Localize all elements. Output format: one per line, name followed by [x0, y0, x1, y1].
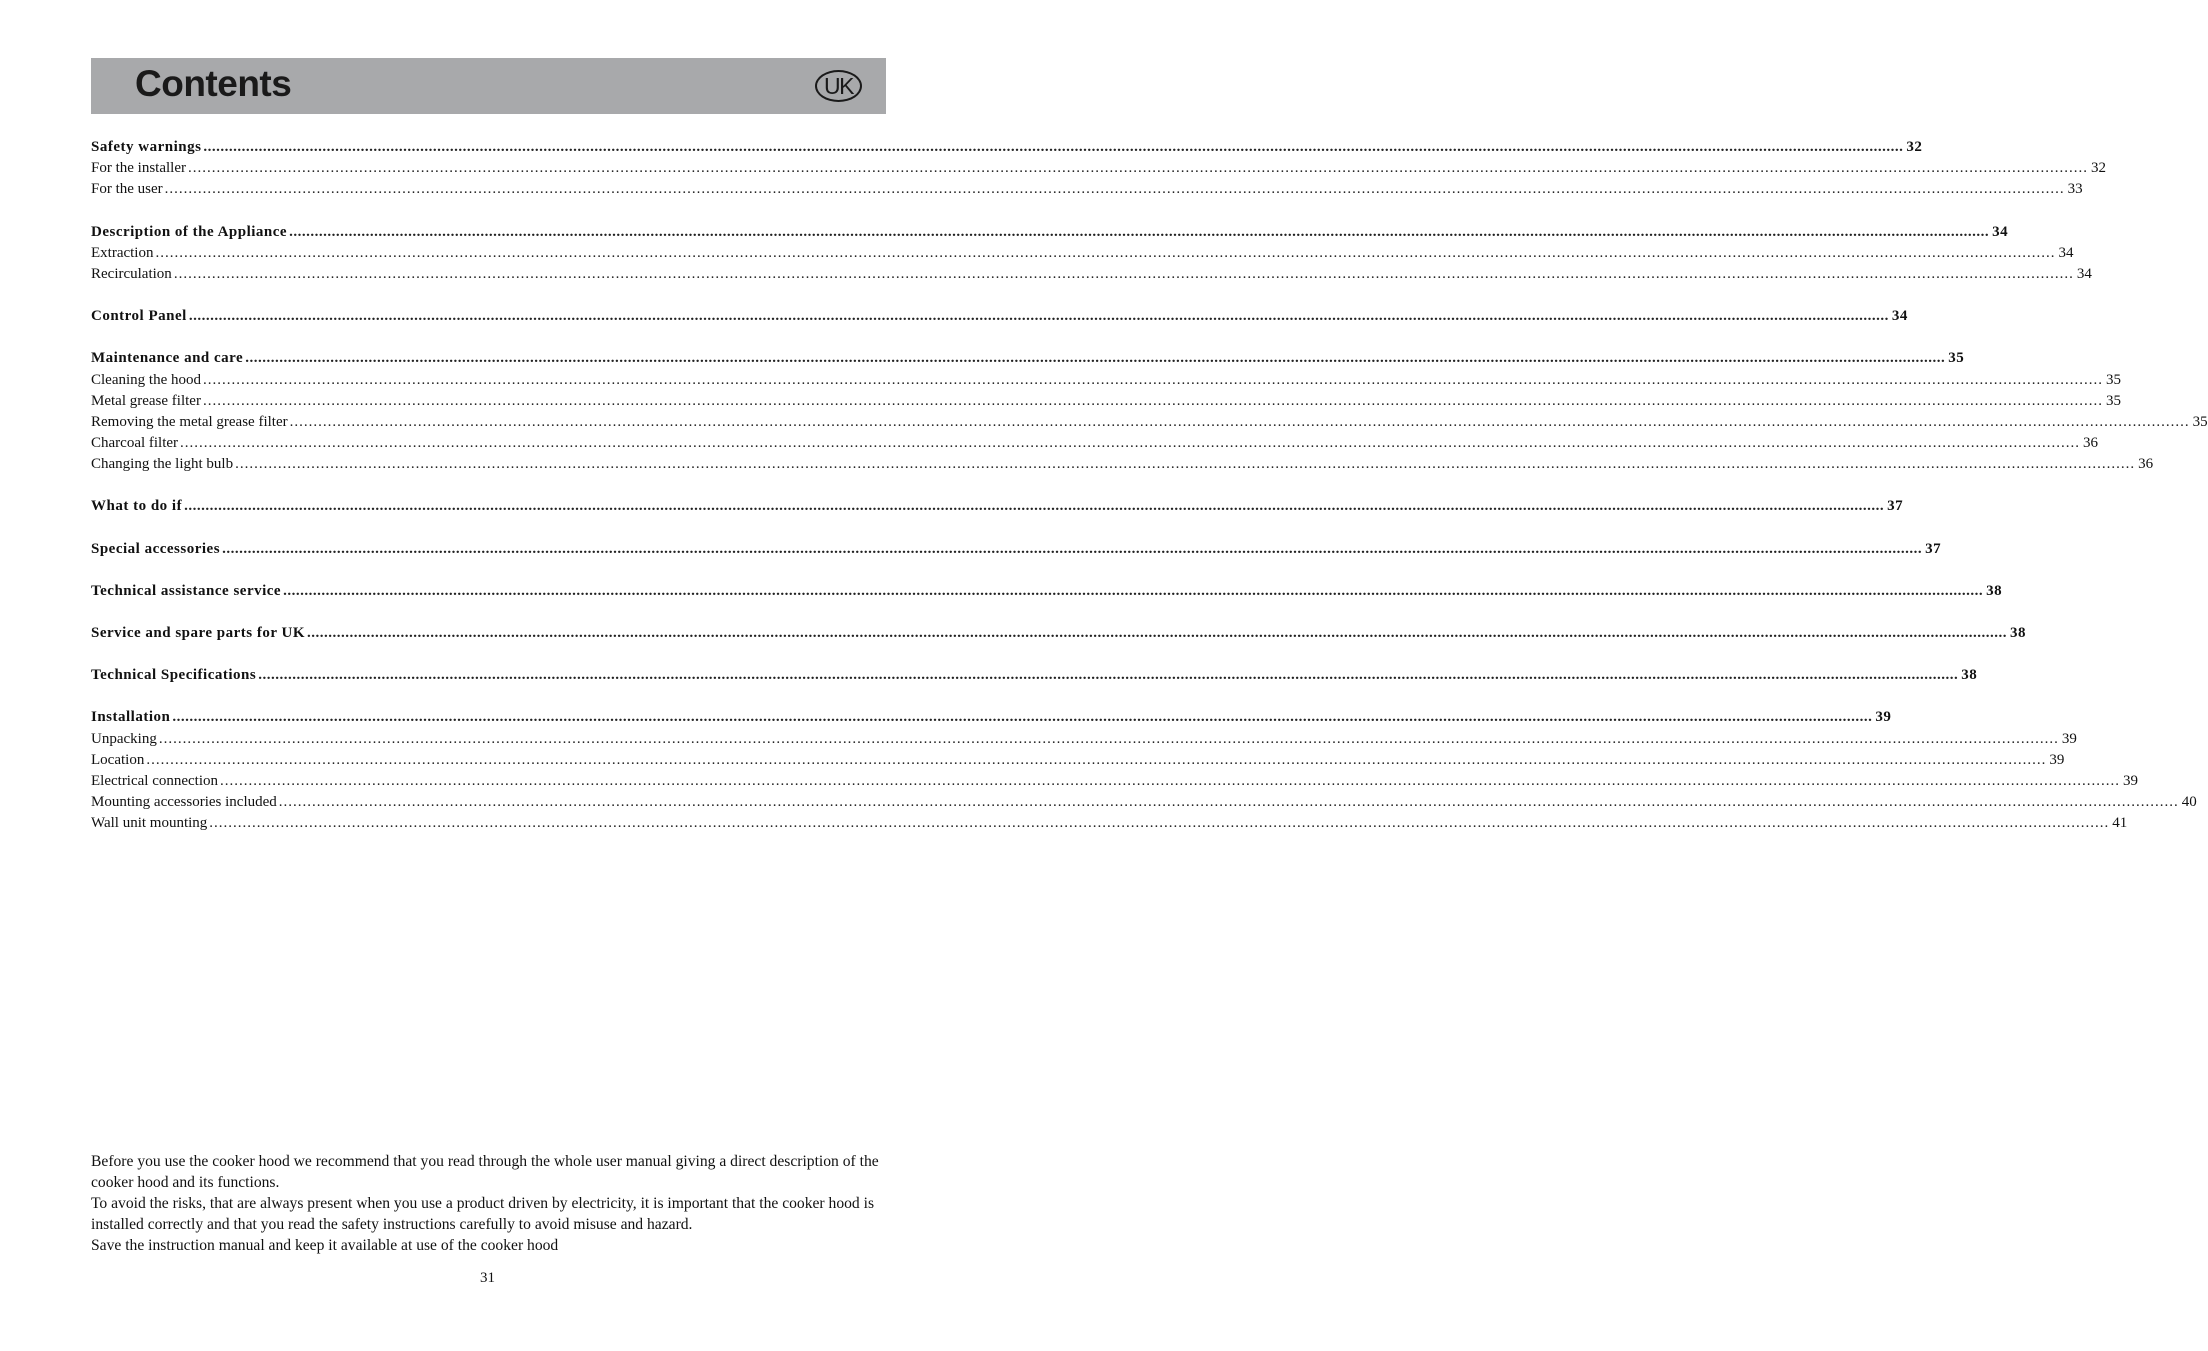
dot-leader: ................................................................................................................................................................................................................................................................................................................................................................................................................: [180, 435, 2081, 452]
toc-entry: [91, 813, 2128, 834]
toc-heading: [91, 539, 1942, 560]
dot-leader: ................................................................................................................................................................................................................................................................................................................................................................................................................: [172, 709, 1873, 726]
toc-entry: [91, 771, 2139, 792]
toc-entry-page: 39: [2049, 751, 2065, 768]
toc-heading: [91, 306, 1908, 327]
toc-section: [91, 348, 2208, 475]
toc-heading-page: 38: [1961, 667, 1978, 684]
toc-entry-title: Wall unit mounting: [91, 815, 208, 832]
uk-language-badge: UK: [815, 70, 862, 102]
toc-section: [91, 539, 1942, 560]
toc-entry-page: 35: [2105, 392, 2121, 409]
toc-heading-page: 35: [1948, 350, 1965, 367]
toc-entry: [91, 264, 2092, 285]
toc-heading-title: Maintenance and care: [91, 350, 244, 367]
toc-entry-title: For the installer: [91, 160, 186, 177]
toc-entry-title: For the user: [91, 181, 163, 198]
intro-text: [91, 1151, 886, 1256]
toc-heading: [91, 348, 1965, 369]
toc-entry-page: 35: [2192, 413, 2208, 430]
dot-leader: ................................................................................................................................................................................................................................................................................................................................................................................................................: [158, 730, 2059, 747]
toc-entry-page: 41: [2112, 815, 2128, 832]
dot-leader: ................................................................................................................................................................................................................................................................................................................................................................................................................: [222, 540, 1923, 557]
contents-header-bar: [91, 58, 886, 114]
toc-section: [91, 707, 2197, 834]
toc-entry-title: Metal grease filter: [91, 392, 201, 409]
toc-entry-page: 34: [2076, 265, 2092, 282]
toc-heading: [91, 496, 1904, 517]
toc-heading-page: 39: [1875, 709, 1892, 726]
dot-leader: ................................................................................................................................................................................................................................................................................................................................................................................................................: [307, 625, 2008, 641]
page-number: 31: [480, 1270, 495, 1286]
toc-entry: [91, 158, 2106, 179]
toc-entry-page: 35: [2105, 371, 2121, 388]
toc-heading-page: 38: [2010, 625, 2027, 641]
toc-section: [91, 665, 1978, 686]
toc-entry: [91, 179, 2083, 200]
toc-section: [91, 623, 2027, 644]
dot-leader: ................................................................................................................................................................................................................................................................................................................................................................................................................: [187, 160, 2088, 177]
toc-heading-title: Special accessories: [91, 540, 221, 557]
intro-paragraph: Before you use the cooker hood we recommend that you read through the whole user manual giving a direct description of the cooker hood and its functions.: [91, 1153, 879, 1191]
dot-leader: ................................................................................................................................................................................................................................................................................................................................................................................................................: [289, 223, 1990, 240]
dot-leader: ................................................................................................................................................................................................................................................................................................................................................................................................................: [146, 751, 2047, 768]
dot-leader: ................................................................................................................................................................................................................................................................................................................................................................................................................: [188, 308, 1889, 325]
toc-entry: [91, 370, 2121, 391]
toc-heading-title: Control Panel: [91, 308, 187, 325]
toc-entry: [91, 391, 2121, 412]
toc-heading: [91, 222, 2009, 243]
dot-leader: ................................................................................................................................................................................................................................................................................................................................................................................................................: [202, 371, 2103, 388]
intro-paragraph: To avoid the risks, that are always present when you use a product driven by electricity, it is important that the cooker hood is installed correctly and that you read the safety instructions carefully to avoid misuse and hazard.: [91, 1195, 875, 1233]
toc-entry-page: 36: [2138, 456, 2154, 473]
toc-entry-title: Electrical connection: [91, 772, 219, 789]
table-of-contents: [91, 137, 2208, 856]
toc-entry-page: 33: [2067, 181, 2083, 198]
page-title: Contents: [135, 63, 292, 104]
toc-entry-title: Cleaning the hood: [91, 371, 201, 388]
dot-leader: ................................................................................................................................................................................................................................................................................................................................................................................................................: [209, 815, 2110, 832]
toc-entry-title: Unpacking: [91, 730, 157, 747]
intro-paragraph: Save the instruction manual and keep it available at use of the cooker hood: [91, 1237, 559, 1254]
toc-entry: [91, 243, 2074, 264]
dot-leader: ................................................................................................................................................................................................................................................................................................................................................................................................................: [245, 350, 1946, 367]
toc-entry-title: Extraction: [91, 244, 154, 261]
toc-heading-page: 32: [1906, 139, 1923, 155]
toc-entry: [91, 454, 2154, 475]
dot-leader: ................................................................................................................................................................................................................................................................................................................................................................................................................: [184, 498, 1885, 515]
toc-section: [91, 306, 1908, 327]
toc-heading-page: 34: [1992, 223, 2009, 240]
toc-entry-page: 39: [2123, 772, 2139, 789]
dot-leader: ................................................................................................................................................................................................................................................................................................................................................................................................................: [203, 139, 1904, 155]
dot-leader: ................................................................................................................................................................................................................................................................................................................................................................................................................: [173, 265, 2074, 282]
toc-heading-page: 34: [1891, 308, 1908, 325]
toc-heading-title: Safety warnings: [91, 139, 202, 155]
toc-heading-title: Technical assistance service: [91, 582, 282, 599]
toc-heading: [91, 623, 2027, 644]
toc-section: [91, 137, 2106, 201]
toc-heading-page: 37: [1887, 498, 1904, 515]
toc-heading-page: 38: [1986, 582, 2003, 599]
toc-entry-title: Mounting accessories included: [91, 794, 277, 811]
toc-entry-page: 34: [2058, 244, 2074, 261]
toc-heading: [91, 137, 1923, 158]
toc-section: [91, 222, 2092, 286]
toc-entry: [91, 433, 2099, 454]
toc-entry-title: Recirculation: [91, 265, 172, 282]
toc-entry-title: Changing the light bulb: [91, 456, 234, 473]
toc-entry: [91, 729, 2077, 750]
dot-leader: ................................................................................................................................................................................................................................................................................................................................................................................................................: [164, 181, 2065, 198]
toc-entry: [91, 412, 2208, 433]
toc-section: [91, 581, 2003, 602]
dot-leader: ................................................................................................................................................................................................................................................................................................................................................................................................................: [202, 392, 2103, 409]
dot-leader: ................................................................................................................................................................................................................................................................................................................................................................................................................: [220, 772, 2121, 789]
toc-entry-title: Charcoal filter: [91, 435, 179, 452]
toc-heading-title: What to do if: [91, 498, 183, 515]
toc-heading-title: Description of the Appliance: [91, 223, 288, 240]
dot-leader: ................................................................................................................................................................................................................................................................................................................................................................................................................: [155, 244, 2056, 261]
toc-entry-page: 36: [2083, 435, 2099, 452]
dot-leader: ................................................................................................................................................................................................................................................................................................................................................................................................................: [289, 413, 2190, 430]
dot-leader: ................................................................................................................................................................................................................................................................................................................................................................................................................: [235, 456, 2136, 473]
dot-leader: ................................................................................................................................................................................................................................................................................................................................................................................................................: [258, 667, 1959, 684]
toc-entry-page: 32: [2090, 160, 2106, 177]
toc-heading-title: Service and spare parts for UK: [91, 625, 306, 641]
toc-heading-page: 37: [1925, 540, 1942, 557]
toc-entry-title: Location: [91, 751, 145, 768]
toc-entry: [91, 750, 2065, 771]
toc-entry: [91, 792, 2197, 813]
dot-leader: ................................................................................................................................................................................................................................................................................................................................................................................................................: [278, 794, 2179, 811]
toc-entry-page: 40: [2181, 794, 2197, 811]
toc-heading: [91, 707, 1892, 728]
toc-section: [91, 496, 1904, 517]
dot-leader: ................................................................................................................................................................................................................................................................................................................................................................................................................: [283, 582, 1984, 599]
toc-heading-title: Technical Specifications: [91, 667, 257, 684]
toc-entry-page: 39: [2061, 730, 2077, 747]
toc-heading: [91, 581, 2003, 602]
toc-entry-title: Removing the metal grease filter: [91, 413, 288, 430]
toc-heading: [91, 665, 1978, 686]
toc-heading-title: Installation: [91, 709, 171, 726]
